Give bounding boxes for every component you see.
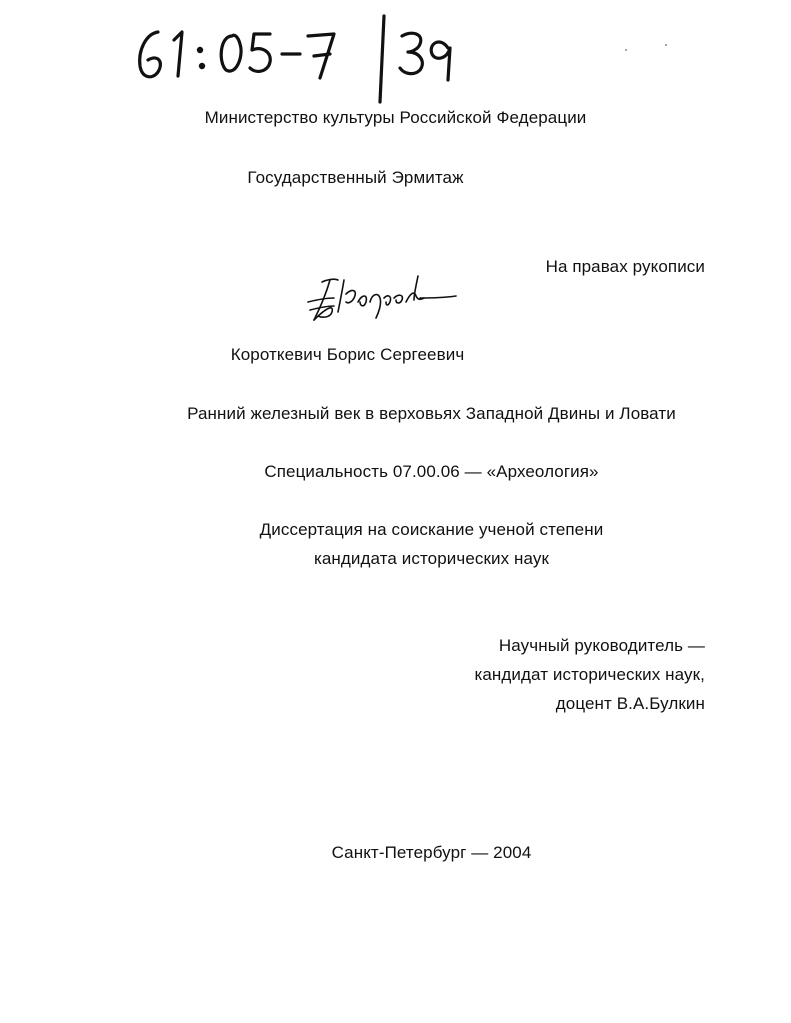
- institution-line: Государственный Эрмитаж: [247, 168, 464, 187]
- supervisor-line-2: кандидат исторических наук,: [474, 665, 705, 684]
- city-year: Санкт-Петербург — 2004: [331, 843, 532, 862]
- supervisor-line-1: Научный руководитель —: [498, 636, 705, 655]
- specialty-line: Специальность 07.00.06 — «Археология»: [264, 462, 599, 481]
- rights-note: На правах рукописи: [545, 257, 705, 276]
- author-signature: [300, 268, 460, 328]
- degree-line-1: Диссертация на соискание ученой степени: [259, 520, 604, 539]
- archive-number-handwritten: [128, 10, 478, 105]
- scan-specks: [600, 30, 690, 70]
- dissertation-title: Ранний железный век в верховьях Западной Двины и Ловати: [187, 404, 676, 423]
- supervisor-line-3: доцент В.А.Булкин: [555, 694, 705, 713]
- author-name: Короткевич Борис Сергеевич: [230, 345, 465, 364]
- degree-line-2: кандидата исторических наук: [313, 549, 550, 568]
- ministry-line: Министерство культуры Российской Федерации: [204, 108, 587, 127]
